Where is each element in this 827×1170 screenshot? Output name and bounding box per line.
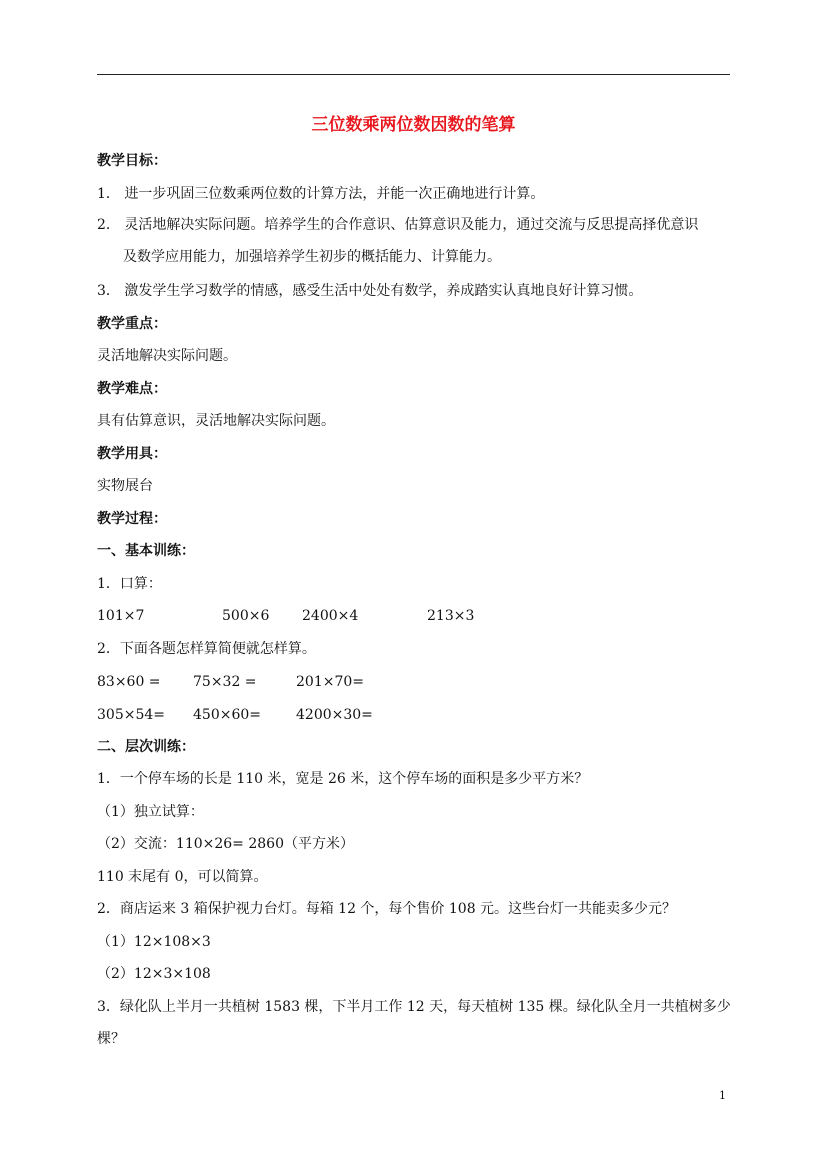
oral-item: 101×7 <box>97 608 145 624</box>
header-rule <box>97 74 730 75</box>
difficulty-heading: 教学难点： <box>97 381 167 397</box>
difficulty-text: 具有估算意识，灵活地解决实际问题。 <box>97 413 335 429</box>
oral-item: 213×3 <box>427 608 475 624</box>
section2-heading: 二、层次训练： <box>97 739 195 755</box>
calc-item: 305×54= <box>97 707 165 723</box>
document-title: 三位数乘两位数因数的笔算 <box>311 115 516 135</box>
section1-heading: 一、基本训练： <box>97 543 195 559</box>
oral-item: 2400×4 <box>302 608 359 624</box>
objective-2-continued: 及数学应用能力，加强培养学生初步的概括能力、计算能力。 <box>123 249 501 265</box>
calc-item: 450×60= <box>193 707 261 723</box>
objective-3: 3． 激发学生学习数学的情感，感受生活中处处有数学，养成踏实认真地良好计算习惯。 <box>97 283 643 299</box>
question-1-note: 110 末尾有 0，可以简算。 <box>97 869 268 885</box>
tools-text: 实物展台 <box>97 478 153 494</box>
question-1-step-2: （2）交流：110×26= 2860（平方米） <box>97 836 354 852</box>
question-3-continued: 棵？ <box>97 1031 125 1047</box>
page-number: 1 <box>719 1089 726 1102</box>
simple-calc-label: 2．下面各题怎样算简便就怎样算。 <box>97 641 316 657</box>
objective-1: 1． 进一步巩固三位数乘两位数的计算方法，并能一次正确地进行计算。 <box>97 186 545 202</box>
calc-item: 201×70= <box>296 674 364 690</box>
tools-heading: 教学用具： <box>97 446 167 462</box>
calc-item: 75×32 = <box>193 674 257 690</box>
oral-label: 1．口算： <box>97 576 162 592</box>
question-1-step-1: （1）独立试算： <box>97 804 204 820</box>
question-2-step-1: （1）12×108×3 <box>97 934 211 950</box>
oral-item: 500×6 <box>222 608 270 624</box>
key-point-text: 灵活地解决实际问题。 <box>97 348 237 364</box>
question-1: 1．一个停车场的长是 110 米，宽是 26 米，这个停车场的面积是多少平方米？ <box>97 771 589 787</box>
objectives-heading: 教学目标： <box>97 153 167 169</box>
key-point-heading: 教学重点： <box>97 316 167 332</box>
question-3: 3．绿化队上半月一共植树 1583 棵，下半月工作 12 天，每天植树 135 棵。绿化队全月一共植树多少 <box>97 999 731 1015</box>
calc-item: 4200×30= <box>296 707 373 723</box>
question-2: 2．商店运来 3 箱保护视力台灯。每箱 12 个，每个售价 108 元。这些台灯一共能卖多少元？ <box>97 901 677 917</box>
calc-item: 83×60 = <box>97 674 161 690</box>
process-heading: 教学过程： <box>97 511 167 527</box>
question-2-step-2: （2）12×3×108 <box>97 966 211 982</box>
objective-2: 2． 灵活地解决实际问题。培养学生的合作意识、估算意识及能力，通过交流与反思提高择优意识 <box>97 217 699 233</box>
